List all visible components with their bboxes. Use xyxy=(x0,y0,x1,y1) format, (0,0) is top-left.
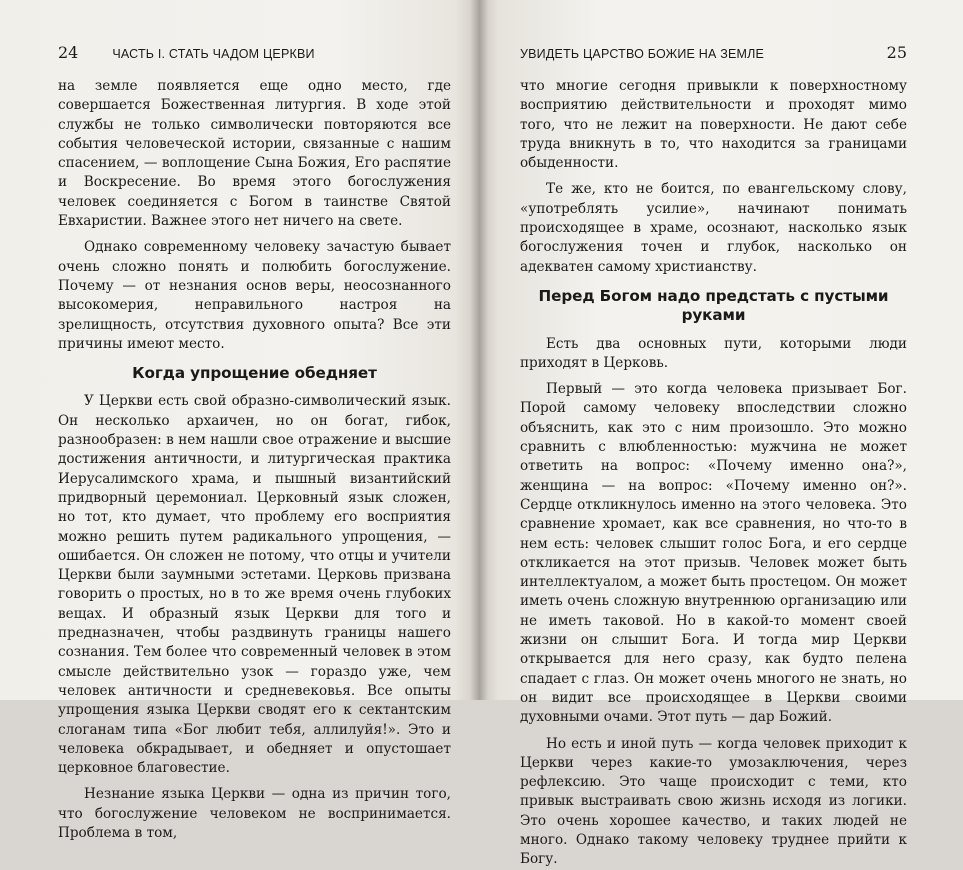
paragraph: У Церкви есть свой образно-символический язык. Он несколько архаичен, но он богат, гибок, разнообразен: в нем нашли свое отражение и высшие достижения античности, и литургическая практика Иерусалимского храма, и пышный византийский придворный церемониал. Церковный язык сложен, но тот, кто думает, что проблему его восприятия можно решить путем радикального упрощения, — ошибается. Он сложен не потому, что отцы и учители Церкви были заумными эстетами. Церковь призвана говорить о простых, но в то же время очень глубоких вещах. И образный язык Церкви для того и предназначен, чтобы раздвинуть границы нашего сознания. Тем более что современный человек в этом смысле действительно узок — гораздо уже, чем человек античности и средневековья. Все опыты упрощения языка Церкви сводят его к сектантским слоганам типа «Бог любит тебя, аллилуйя!». Это и человека обкрадывает, и обедняет и опустошает церковное благовестие. xyxy=(58,393,451,777)
page-number: 25 xyxy=(886,43,907,62)
paragraph: Те же, кто не боится, по евангельскому слову, «употреблять усилие», начинают понимать происходящее в храме, осознают, насколько язык богослужения точен и глубок, насколько он адекватен самому христианству. xyxy=(520,181,907,275)
page-number: 24 xyxy=(58,43,79,62)
running-head: УВИДЕТЬ ЦАРСТВО БОЖИЕ НА ЗЕМЛЕ xyxy=(520,47,765,61)
paragraph: Есть два основных пути, которыми люди приходят в Церковь. xyxy=(520,335,907,371)
paragraph: Незнание языка Церкви — одна из причин того, что богослужение человеком не воспринимается. Проблема в том, xyxy=(58,786,451,841)
paragraph: Первый — это когда человека призывает Бог. Порой самому человеку впоследствии сложно объяснить, как это с ним произошло. Это можно сравнить с влюбленностью: мужчина не может ответить на вопрос: «Почему именно она?», женщина — на вопрос: «Почему именно он?». Сердце откликнулось именно на этого человека. Это сравнение хромает, как все сравнения, но что-то в нем есть: человек слышит голос Бога, и его сердце откликается на этот призыв. Человек может быть интеллектуалом, а может быть простецом. Он может иметь очень сложную внутреннюю организацию или не иметь таковой. Но в какой-то момент своей жизни он слышит Бога. И тогда мир Церкви открывается для него сразу, как будто пелена спадает с глаз. Он может очень многого не знать, но он видит все происходящее в Церкви своими духовными очами. Этот путь — дар Божий. xyxy=(520,381,907,726)
right-page-header xyxy=(520,43,907,73)
book-gutter xyxy=(470,0,488,700)
left-page-body xyxy=(58,77,451,843)
paragraph: что многие сегодня привыкли к поверхностному восприятию действительности и проходят мимо того, что не лежит на поверхности. Не дают себе труда вникнуть в то, что находится за границами обыденности. xyxy=(520,78,907,172)
paragraph: Но есть и иной путь — когда человек приходит к Церкви через какие-то умозаключения, через рефлексию. Это чаще происходит с теми, кто привык выстраивать свою жизнь исходя из логики. Это очень хорошее качество, и таких людей не много. Однако такому человеку труднее прийти к Богу. xyxy=(520,735,907,868)
paragraph: на земле появляется еще одно место, где совершается Божественная литургия. В ходе этой службы не только символически повторяются все события человеческой истории, связанные с нашим спасением, — воплощение Сына Божия, Его распятие и Воскресение. Во время этого богослужения человек соединяется с Богом в таинстве Святой Евхаристии. Важнее этого нет ничего на свете. xyxy=(58,78,451,230)
section-heading: Когда упрощение обедняет xyxy=(132,364,377,383)
left-page-header xyxy=(58,43,451,73)
section-heading: Перед Богом надо предстать с пустыми руками xyxy=(538,286,889,325)
right-page xyxy=(479,0,963,868)
right-page-body xyxy=(520,77,907,870)
left-page xyxy=(0,0,479,841)
paragraph: Однако современному человеку зачастую бывает очень сложно понять и полюбить богослужение. Почему — от незнания основ веры, неосознанного высокомерия, неправильного настроя на зрелищность, отсутствия духовного опыта? Все эти причины имеют место. xyxy=(58,239,451,352)
running-head: ЧАСТЬ I. СТАТЬ ЧАДОМ ЦЕРКВИ xyxy=(112,47,315,61)
